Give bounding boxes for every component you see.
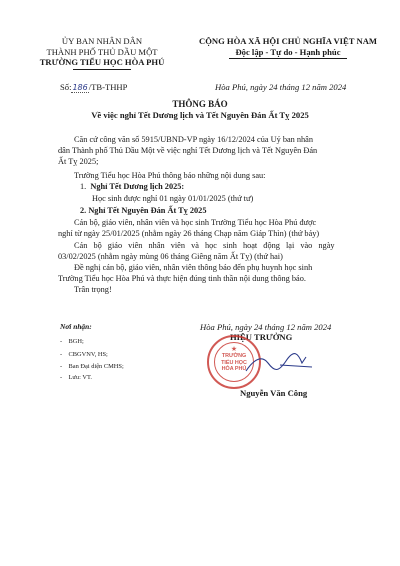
notice-body [0, 134, 400, 314]
agency-line2: THÀNH PHỐ THỦ DẦU MỘT [46, 46, 158, 57]
motto-underline [229, 58, 347, 59]
handwritten-signature [240, 343, 320, 383]
section2-title: 2. Nghỉ Tết Nguyên Đán Ất Tỵ 2025 [80, 206, 207, 215]
closing: Trân trọng! [74, 285, 112, 294]
country-name: CỘNG HÒA XÃ HỘI CHỦ NGHĨA VIỆT NAM [198, 36, 378, 46]
notice-subject: Về việc nghỉ Tết Dương lịch và Tết Nguyên Đán Ất Tỵ 2025 [91, 110, 309, 120]
header-right [188, 36, 388, 59]
section1-title: 1. Nghỉ Tết Dương lịch 2025: [80, 182, 185, 191]
doc-number-handwritten: 186 [72, 83, 88, 92]
recipient-item: - CBGVNV, HS; [60, 350, 108, 358]
school-name: TRƯỜNG TIỂU HỌC HÒA PHÚ [39, 57, 165, 67]
motto: Độc lập - Tự do - Hạnh phúc [235, 46, 341, 57]
p3-line2: Trường Tiểu học Hòa Phú và thực hiện đúng tinh thần nội dung thông báo. [58, 274, 306, 283]
place-date: Hòa Phú, ngày 24 tháng 12 năm 2024 [215, 82, 347, 92]
signer-name: Nguyễn Văn Công [240, 388, 308, 398]
section1-text: Học sinh được nghỉ 01 ngày 01/01/2025 (thứ tư) [92, 194, 254, 203]
p3-line1: Đề nghị cán bộ, giáo viên, nhân viên thông báo đến phụ huynh học sinh [74, 263, 313, 272]
p1-line3: Ất Tỵ 2025; [58, 157, 99, 166]
p1-line1: Căn cứ công văn số 5915/UBND-VP ngày 16/12/2024 của Uỷ ban nhân [74, 135, 314, 144]
s2-p1-line2: nghỉ từ ngày 25/01/2025 (nhằm ngày 26 tháng Chạp năm Giáp Thìn) (thứ bảy) [58, 229, 320, 238]
s2-p2-line2: 03/02/2025 (nhằm ngày mùng 06 tháng Giêng năm Ất Tỵ) (thứ hai) [58, 252, 283, 261]
recipients [60, 322, 190, 382]
stamp-line2: TIỂU HỌC [221, 359, 247, 366]
header-left [18, 36, 186, 70]
p1-line2: dân Thành phố Thủ Dầu Một về việc nghỉ Tết Dương lịch và Tết Nguyên Đán [58, 146, 318, 155]
p2: Trường Tiểu học Hòa Phú thông báo những nội dung sau: [74, 171, 266, 180]
doc-number: Số:186/TB-THHP [60, 82, 128, 92]
stamp-star-icon: ★ [230, 345, 238, 353]
school-underline [73, 69, 131, 70]
recipient-item: - Ban Đại diện CMHS; [60, 363, 124, 371]
stamp-line3: HÒA PHÚ [221, 366, 247, 372]
notice-title: THÔNG BÁO [172, 99, 228, 109]
s2-p2-line1: Cán bộ giáo viên nhân viên và học sinh hoạt động lại vào ngày [74, 241, 335, 250]
agency-line1: ỦY BAN NHÂN DÂN [61, 36, 143, 46]
stamp-line1: TRƯỜNG [221, 353, 247, 359]
s2-p1-line1: Cán bộ, giáo viên, nhân viên và học sinh Trường Tiểu học Hòa Phú được [74, 218, 317, 227]
signature-place-date: Hòa Phú, ngày 24 tháng 12 năm 2024 [200, 322, 332, 332]
recipients-label: Nơi nhận: [60, 322, 92, 331]
recipient-item: - BGH; [60, 338, 84, 345]
recipient-item: - Lưu: VT. [60, 373, 92, 381]
signature-position: HIỆU TRƯỞNG [230, 332, 293, 342]
